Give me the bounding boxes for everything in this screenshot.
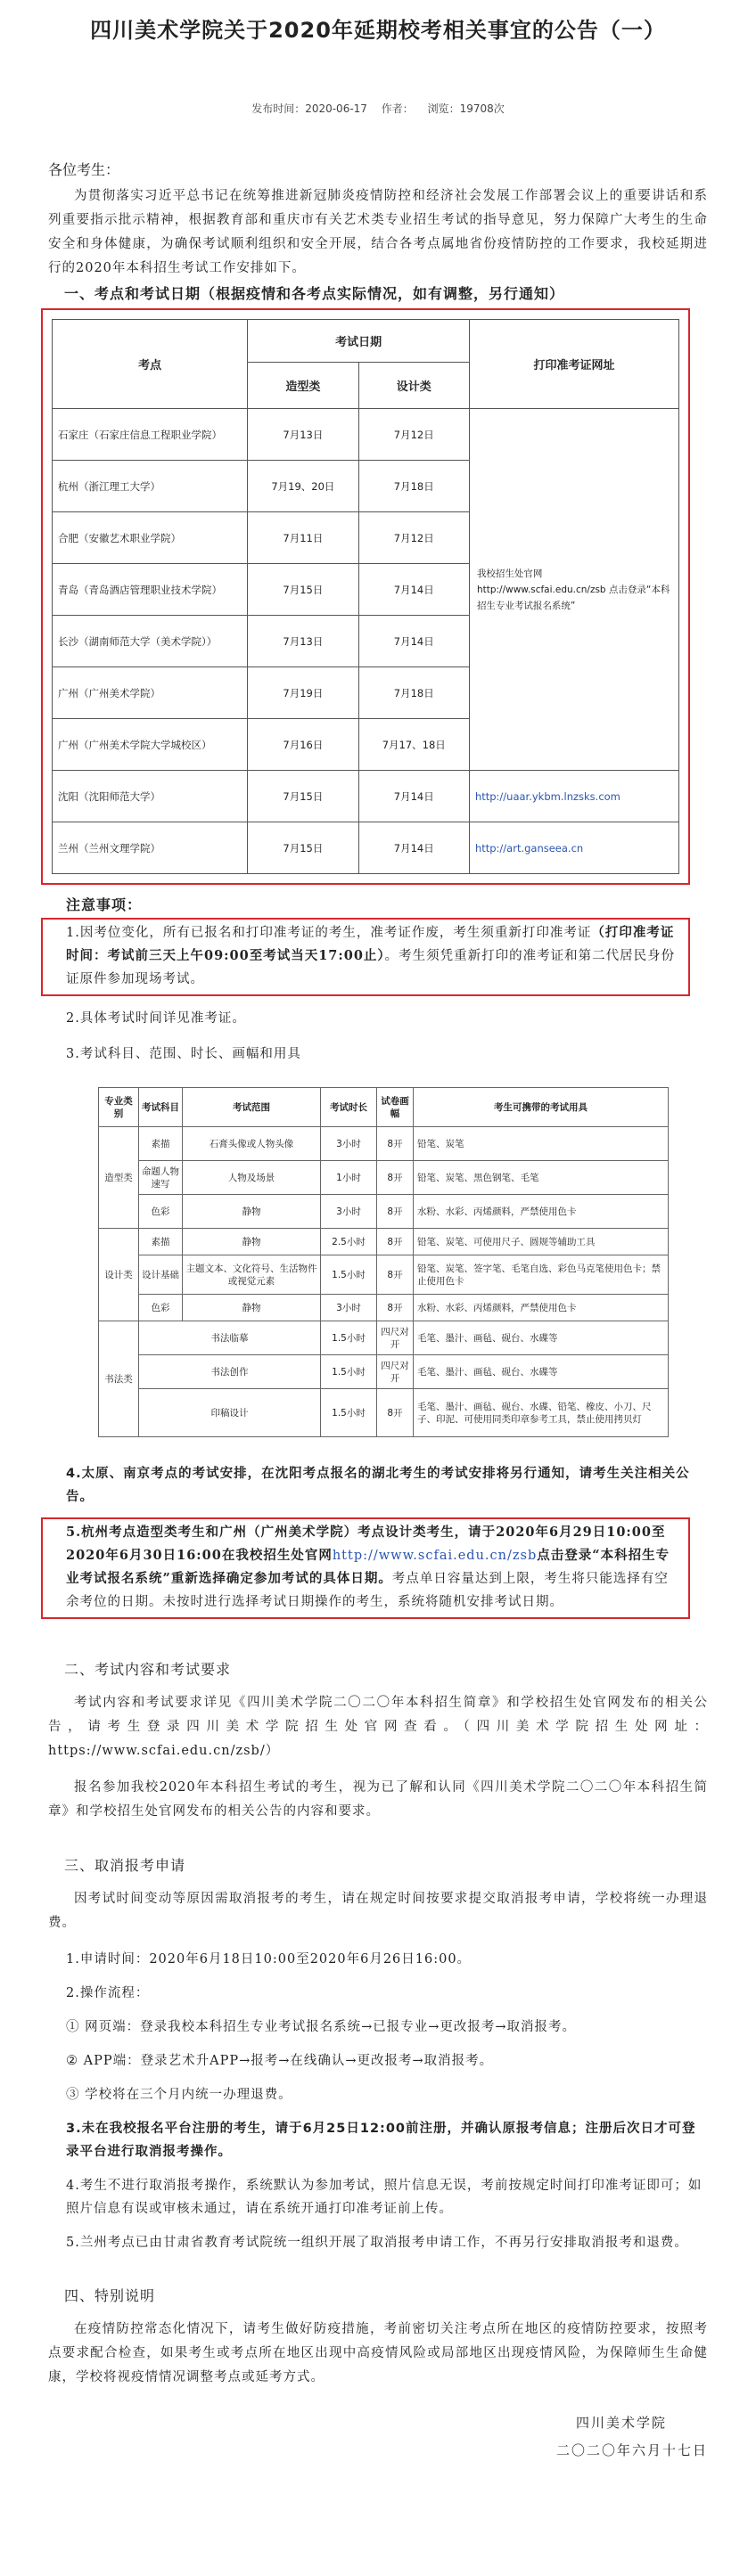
exam-site-table: [52, 319, 679, 874]
cat-sheji: 设计类: [99, 1229, 139, 1321]
tools-cell: 毛笔、墨汁、画毡、砚台、水碟、铅笔、橡皮、小刀、尺子、印泥、可使用同类印章参考工具，禁止使用拷贝灯: [414, 1389, 669, 1437]
duration-cell: 1.5小时: [321, 1255, 377, 1295]
tools-cell: 铅笔、炭笔: [414, 1127, 669, 1161]
note1-text-c: 。考生须凭重新打印的准考证和第二代居民身份证原件参加现场考试。: [66, 949, 676, 986]
subject-cell: 命题人物速写: [139, 1161, 183, 1195]
date-cell: 7月15日: [248, 771, 358, 822]
size-cell: 8开: [377, 1255, 414, 1295]
note4: 4.太原、南京考点的考试安排，在沈阳考点报名的湖北考生的考试安排将另行通知，请考生关注相关公告。: [66, 1467, 690, 1504]
tools-cell: 铅笔、炭笔、签字笔、毛笔自选、彩色马克笔使用色卡；禁止使用色卡: [414, 1255, 669, 1295]
print-url-note[interactable]: 我校招生处官网 http://www.scfai.edu.cn/zsb 点击登录“本科招生专业考试报名系统”: [469, 409, 678, 771]
tools-cell: 水粉、水彩、丙烯颜料，严禁使用色卡: [414, 1195, 669, 1229]
site-cell: 石家庄（石家庄信息工程职业学院）: [53, 409, 248, 461]
section3-step2: ② APP端：登录艺术升APP→报考→在线确认→更改报考→取消报考。: [66, 2054, 494, 2068]
note3: 3.考试科目、范围、时长、画幅和用具: [66, 1047, 301, 1061]
notes-heading: 注意事项：: [66, 896, 143, 913]
date-cell: 7月11日: [248, 512, 358, 564]
exam-site-table-frame: [41, 308, 690, 885]
date-cell: 7月14日: [358, 616, 469, 667]
duration-cell: 3小时: [321, 1195, 377, 1229]
site-cell: 沈阳（沈阳师范大学）: [53, 771, 248, 822]
date-cell: 7月15日: [248, 564, 358, 616]
subject-cell: 印稿设计: [139, 1389, 321, 1437]
size-cell: 8开: [377, 1161, 414, 1195]
section1-heading: 一、考点和考试日期（根据疫情和各考点实际情况，如有调整，另行通知）: [64, 285, 565, 302]
date-cell: 7月12日: [358, 512, 469, 564]
range-cell: 石膏头像或人物头像: [183, 1127, 321, 1161]
section3-item4: 4.考生不进行取消报考操作，系统默认为参加考试，照片信息无误，考前按规定时间打印准考证即可；如照片信息有误或审核未通过，请在系统开通打印准考证前上传。: [66, 2179, 703, 2216]
range-cell: 静物: [183, 1229, 321, 1255]
signature-date: 二〇二〇年六月十七日: [555, 2442, 708, 2458]
h-category: 专业类别: [99, 1088, 139, 1127]
size-cell: 8开: [377, 1389, 414, 1437]
col-sheji: 设计类: [358, 363, 469, 409]
date-cell: 7月13日: [248, 616, 358, 667]
signature-org: 四川美术学院: [575, 2415, 667, 2431]
duration-cell: 1.5小时: [321, 1389, 377, 1437]
tools-cell: 毛笔、墨汁、画毡、砚台、水碟等: [414, 1321, 669, 1355]
size-cell: 四尺对开: [377, 1355, 414, 1389]
h-range: 考试范围: [183, 1088, 321, 1127]
site-cell: 广州（广州美术学院）: [53, 667, 248, 719]
tools-cell: 水粉、水彩、丙烯颜料，严禁使用色卡: [414, 1295, 669, 1321]
duration-cell: 1.5小时: [321, 1355, 377, 1389]
publish-time: 发布时间：2020-06-17: [251, 102, 367, 115]
duration-cell: 3小时: [321, 1295, 377, 1321]
note5-text-c: 考点单日容量达到上限，考生将只能选择有空余考位的日期。未按时进行选择考试日期操作的考生，系统将随机安排考试日期。: [66, 1572, 669, 1609]
date-cell: 7月15日: [248, 822, 358, 874]
section3-item3: 3.未在我校报名平台注册的考生，请于6月25日12:00前注册，并确认原报考信息；注册后次日才可登录平台进行取消报考操作。: [66, 2122, 696, 2159]
subject-cell: 色彩: [139, 1295, 183, 1321]
note2: 2.具体考试时间详见准考证。: [66, 1011, 246, 1026]
tools-cell: 铅笔、炭笔、可使用尺子、圆规等辅助工具: [414, 1229, 669, 1255]
print-url-lanzhou[interactable]: [469, 822, 678, 874]
h-subject: 考试科目: [139, 1088, 183, 1127]
note5-link[interactable]: http://www.scfai.edu.cn/zsb: [332, 1549, 538, 1563]
duration-cell: 3小时: [321, 1127, 377, 1161]
section3-p0: 因考试时间变动等原因需取消报考的考生，请在规定时间按要求提交取消报考申请，学校将统一办理退费。: [48, 1892, 708, 1930]
note1-frame: [41, 918, 690, 996]
date-cell: 7月18日: [358, 667, 469, 719]
section3-step1: ① 网页端：登录我校本科招生专业考试报名系统→已报专业→更改报考→取消报考。: [66, 2020, 577, 2034]
col-print: 打印准考证网址: [469, 320, 678, 409]
cat-shufa: 书法类: [99, 1321, 139, 1437]
author: 作者：: [381, 102, 414, 115]
site-cell: 兰州（兰州文理学院）: [53, 822, 248, 874]
size-cell: 四尺对开: [377, 1321, 414, 1355]
size-cell: 8开: [377, 1295, 414, 1321]
section4-p1: 在疫情防控常态化情况下，请考生做好防疫措施，考前密切关注考点所在地区的疫情防控要求，按照考点要求配合检查，如果考生或考点所在地区出现中高疫情风险或局部地区出现疫情风险，为保障师生生命健康，学校将视疫情情况调整考点或延考方式。: [48, 2322, 708, 2384]
date-cell: 7月16日: [248, 719, 358, 771]
range-cell: 静物: [183, 1195, 321, 1229]
date-cell: 7月14日: [358, 771, 469, 822]
section2-p2: 报名参加我校2020年本科招生考试的考生，视为已了解和认同《四川美术学院二〇二〇年本科招生简章》和学校招生处官网发布的相关公告的内容和要求。: [48, 1780, 708, 1819]
subject-cell: 书法创作: [139, 1355, 321, 1389]
size-cell: 8开: [377, 1195, 414, 1229]
section4-heading: 四、特别说明: [64, 2287, 156, 2304]
date-cell: 7月19、20日: [248, 461, 358, 512]
h-duration: 考试时长: [321, 1088, 377, 1127]
subject-cell: 素描: [139, 1127, 183, 1161]
subject-cell: 色彩: [139, 1195, 183, 1229]
publish-meta: [36, 101, 720, 116]
page-title: 四川美术学院关于2020年延期校考相关事宜的公告（一）: [90, 18, 666, 43]
section3-item5: 5.兰州考点已由甘肃省教育考试院统一组织开展了取消报考申请工作，不再另行安排取消报考和退费。: [66, 2236, 688, 2250]
subject-table: [98, 1087, 669, 1437]
site-cell: 杭州（浙江理工大学）: [53, 461, 248, 512]
greeting: 各位考生：: [48, 161, 120, 178]
note5-text-a: 5.杭州考点造型类考生和广州（广州美术学院）考点设计类考生，请于2020年6月29日10:00至2020年6月30日16:00在我校招生处官网: [66, 1525, 666, 1563]
note1-text-b: （打印准考证时间：考试前三天上午09:00至考试当天17:00止）: [66, 925, 675, 963]
site-cell: 广州（广州美术学院大学城校区）: [53, 719, 248, 771]
section3-item1: 1.申请时间：2020年6月18日10:00至2020年6月26日16:00。: [66, 1952, 472, 1967]
range-cell: 主题文本、文化符号、生活物件或视觉元素: [183, 1255, 321, 1295]
lanzhou-link[interactable]: http://art.ganseea.cn: [474, 841, 584, 855]
section3-step3: ③ 学校将在三个月内统一办理退费。: [66, 2088, 292, 2102]
site-cell: 长沙（湖南师范大学（美术学院））: [53, 616, 248, 667]
section3-item2: 2.操作流程：: [66, 1986, 150, 2000]
col-date: 考试日期: [248, 320, 470, 363]
intro-paragraph: 为贯彻落实习近平总书记在统筹推进新冠肺炎疫情防控和经济社会发展工作部署会议上的重要讲话和系列重要指示批示精神，根据教育部和重庆市有关艺术类专业招生考试的指导意见，努力保障广大考生的生命安全和身体健康，为确保考试顺利组织和安全开展，结合各考点属地省份疫情防控的工作要求，我校延期进行的2020年本科招生考试工作安排如下。: [48, 189, 708, 275]
date-cell: 7月13日: [248, 409, 358, 461]
subject-cell: 设计基础: [139, 1255, 183, 1295]
size-cell: 8开: [377, 1127, 414, 1161]
tools-cell: 毛笔、墨汁、画毡、砚台、水碟等: [414, 1355, 669, 1389]
tools-cell: 铅笔、炭笔、黑色钢笔、毛笔: [414, 1161, 669, 1195]
cat-zaoxing: 造型类: [99, 1127, 139, 1229]
duration-cell: 1.5小时: [321, 1321, 377, 1355]
duration-cell: 1小时: [321, 1161, 377, 1195]
note5-frame: [41, 1517, 690, 1619]
subject-cell: 素描: [139, 1229, 183, 1255]
print-url-shenyang[interactable]: [469, 771, 678, 822]
site-cell: 青岛（青岛酒店管理职业技术学院）: [53, 564, 248, 616]
duration-cell: 2.5小时: [321, 1229, 377, 1255]
date-cell: 7月14日: [358, 564, 469, 616]
shenyang-link[interactable]: http://uaar.ykbm.lnzsks.com: [474, 789, 620, 803]
view-count: 浏览：19708次: [427, 102, 505, 115]
section2-p1: 考试内容和考试要求详见《四川美术学院二〇二〇年本科招生简章》和学校招生处官网发布的相关公告，请考生登录四川美术学院招生处官网查看。（四川美术学院招生处网址：https://www.scfai.edu.cn/zsb/）: [48, 1696, 708, 1758]
date-cell: 7月18日: [358, 461, 469, 512]
note5-text-b: 点击登录“本科招生专业考试报名系统”重新选择确定参加考试的具体日期。: [66, 1548, 670, 1586]
site-cell: 合肥（安徽艺术职业学院）: [53, 512, 248, 564]
h-size: 试卷画幅: [377, 1088, 414, 1127]
col-site: 考点: [53, 320, 248, 409]
date-cell: 7月19日: [248, 667, 358, 719]
col-zaoxing: 造型类: [248, 363, 358, 409]
section2-heading: 二、考试内容和考试要求: [64, 1661, 232, 1678]
h-tools: 考生可携带的考试用具: [414, 1088, 669, 1127]
section3-heading: 三、取消报考申请: [64, 1857, 186, 1874]
size-cell: 8开: [377, 1229, 414, 1255]
date-cell: 7月17、18日: [358, 719, 469, 771]
note1-text-a: 1.因考位变化，所有已报名和打印准考证的考生，准考证作废，考生须重新打印准考证: [66, 926, 592, 940]
date-cell: 7月14日: [358, 822, 469, 874]
subject-cell: 书法临摹: [139, 1321, 321, 1355]
date-cell: 7月12日: [358, 409, 469, 461]
range-cell: 人物及场景: [183, 1161, 321, 1195]
range-cell: 静物: [183, 1295, 321, 1321]
